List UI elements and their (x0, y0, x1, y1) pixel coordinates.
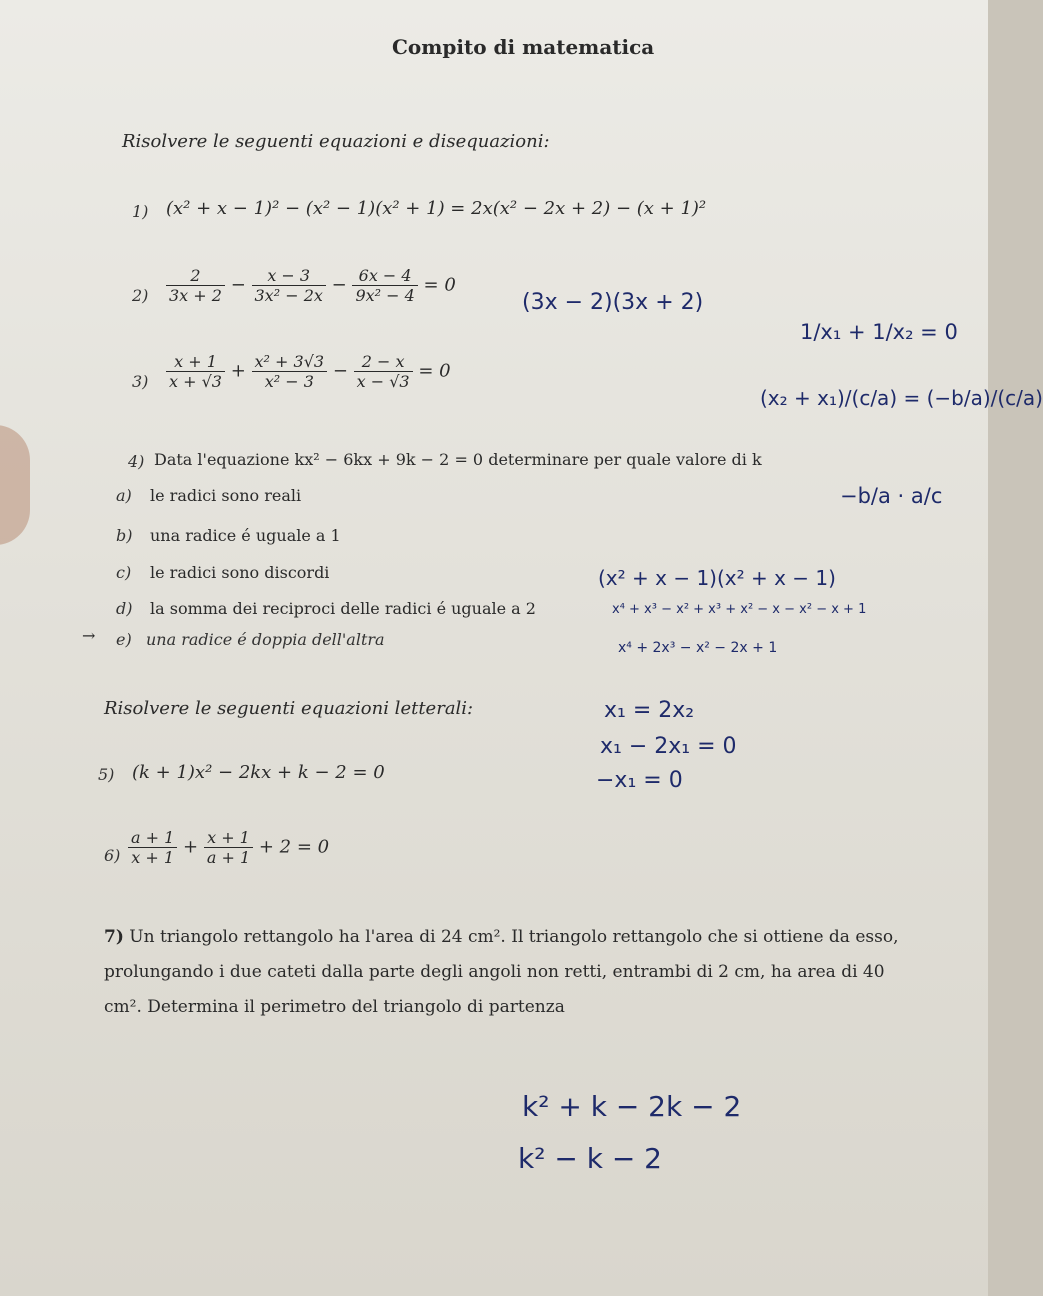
q4a-text: le radici sono reali (150, 486, 302, 505)
problem-7-label: 7) (104, 927, 124, 947)
arrow-mark-icon: → (82, 626, 96, 645)
handwritten-note-1: (3x − 2)(3x + 2) (522, 290, 704, 315)
q4d-label: d) (116, 599, 133, 618)
eq5-label: 5) (98, 765, 115, 784)
handwritten-note-2: 1/x₁ + 1/x₂ = 0 (800, 320, 958, 344)
equation-1: (x² + x − 1)² − (x² − 1)(x² + 1) = 2x(x² − 2x + 2) − (x + 1)² (166, 198, 707, 219)
eq3-label: 3) (132, 372, 149, 391)
handwritten-note-3: (x₂ + x₁)/(c/a) = (−b/a)/(c/a) (760, 386, 1043, 410)
page-title: Compito di matematica (392, 35, 655, 59)
section-heading-literal: Risolvere le seguenti equazioni letterali: (104, 698, 474, 719)
eq1-label: 1) (132, 202, 149, 221)
handwritten-note-10: −x₁ = 0 (596, 768, 683, 793)
handwritten-note-12: k² − k − 2 (518, 1142, 662, 1175)
handwritten-note-4: −b/a · a/c (840, 484, 943, 508)
q4c-text: le radici sono discordi (150, 563, 330, 582)
thumb-shadow (0, 425, 30, 545)
problem-7-text: Un triangolo rettangolo ha l'area di 24 cm². Il triangolo rettangolo che si ottiene da esso, prolungando i due cateti dalla parte degli angoli non retti, entrambi di 2 cm, ha area di 40 cm². Determina il perimetro del triangolo di partenza (104, 927, 899, 1017)
equation-5: (k + 1)x² − 2kx + k − 2 = 0 (132, 762, 385, 783)
equation-3: $\frac{x + 1}{x + √3}$ + $\frac{\text{x² + 3√3}}{\text{x² − 3}}$ − $\frac{2 - x}{x - √3}$ = 0 (166, 352, 451, 391)
q4c-label: c) (116, 563, 132, 582)
eq6-label: 6) (104, 846, 121, 865)
q4a-label: a) (116, 486, 132, 505)
equation-6: $\frac{a + 1}{x + 1}$ + $\frac{x + 1}{a + 1}$ + 2 = 0 (128, 828, 329, 867)
q4b-label: b) (116, 526, 133, 545)
equation-2: $\frac{2}{3x + 2}$ − $\frac{x - 3}{\text{3x² − 2x}}$ − $\frac{6x - 4}{\text{9x² − 4}}$ = 0 (166, 266, 456, 305)
problem-7 (104, 920, 904, 1025)
q4b-text: una radice é uguale a 1 (150, 526, 341, 545)
eq2-label: 2) (132, 286, 149, 305)
handwritten-note-7: x⁴ + 2x³ − x² − 2x + 1 (618, 640, 778, 656)
section-heading-equations: Risolvere le seguenti equazioni e disequazioni: (122, 131, 550, 152)
q4-statement: Data l'equazione kx² − 6kx + 9k − 2 = 0 determinare per quale valore di k (154, 450, 762, 469)
handwritten-note-8: x₁ = 2x₂ (604, 698, 695, 723)
q4e-text: una radice é doppia dell'altra (146, 630, 385, 649)
q4d-text: la somma dei reciproci delle radici é uguale a 2 (150, 599, 536, 618)
handwritten-note-9: x₁ − 2x₁ = 0 (600, 734, 737, 759)
handwritten-note-5: (x² + x − 1)(x² + x − 1) (598, 566, 836, 590)
q4-label: 4) (128, 452, 145, 471)
q4e-label: e) (116, 630, 132, 649)
handwritten-note-11: k² + k − 2k − 2 (522, 1090, 742, 1123)
handwritten-note-6: x⁴ + x³ − x² + x³ + x² − x − x² − x + 1 (612, 602, 867, 617)
